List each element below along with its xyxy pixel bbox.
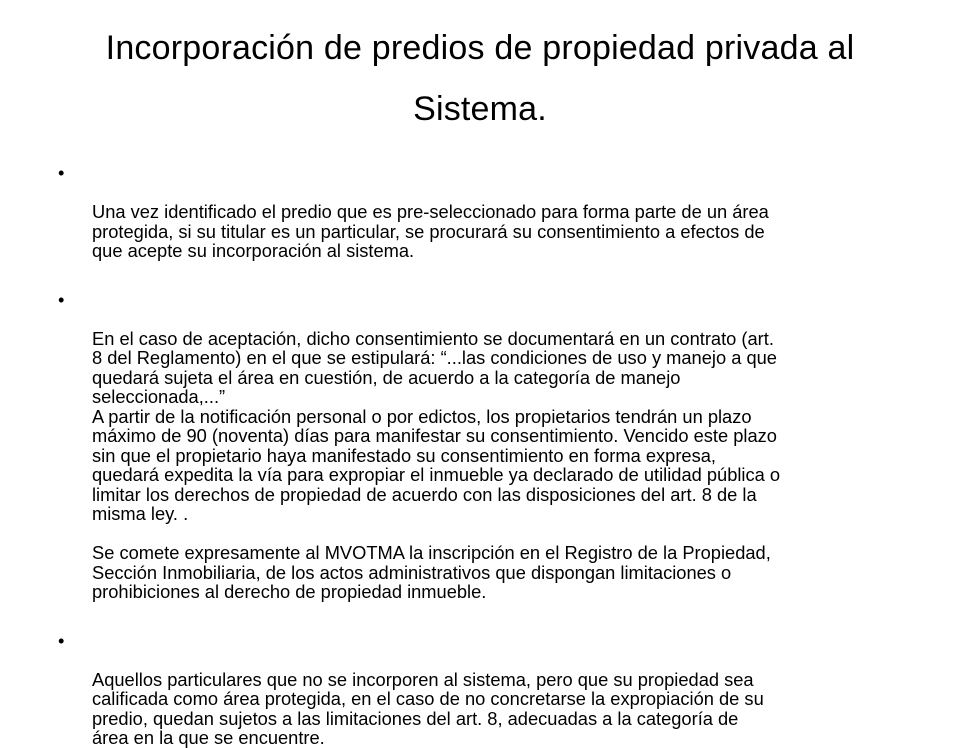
bullet-mark: • — [58, 631, 78, 651]
bullet-text: Una vez identificado el predio que es pre-seleccionado para forma parte de un área protegida, si su titular es un particular, se procurará su consentimiento a efectos de que acepte su incorporación al sistema. — [92, 201, 769, 261]
bullet-mark: • — [58, 163, 78, 183]
bullet-mark: • — [58, 290, 78, 310]
bullet-text: En el caso de aceptación, dicho consentimiento se documentará en un contrato (art. 8 del Reglamento) en el que se estipulará: “...las condiciones de uso y manejo a que quedará sujeta el área en cuestión, de acuerdo a la categoría de manejo seleccionada,...” A partir de la notificación personal o por edictos, los propietarios tendrán un plazo máximo de 90 (noventa) días para manifestar su consentimiento. Vencido este plazo sin que el propietario haya manifestado su consentimiento en forma expresa, quedará expedita la vía para expropiar el inmueble ya declarado de utilidad pública o limitar los derechos de propiedad de acuerdo con las disposiciones del art. 8 de la misma ley. . Se comete expresamente al MVOTMA la inscripción en el Registro de la Propiedad, Sección Inmobiliaria, de los actos administrativos que dispongan limitaciones o prohibiciones al derecho de propiedad inmueble. — [92, 328, 780, 603]
bullet-item — [58, 290, 920, 602]
bullet-text: Aquellos particulares que no se incorporen al sistema, pero que su propiedad sea calificada como área protegida, en el caso de no concretarse la expropiación de su predio, quedan sujetos a las limitaciones del art. 8, adecuadas a la categoría de área en la que se encuentre. — [92, 669, 764, 748]
bullet-item — [58, 631, 920, 748]
bullet-item — [58, 163, 920, 261]
bullet-list — [58, 163, 920, 748]
slide-title: Incorporación de predios de propiedad privada al Sistema. — [40, 18, 920, 140]
